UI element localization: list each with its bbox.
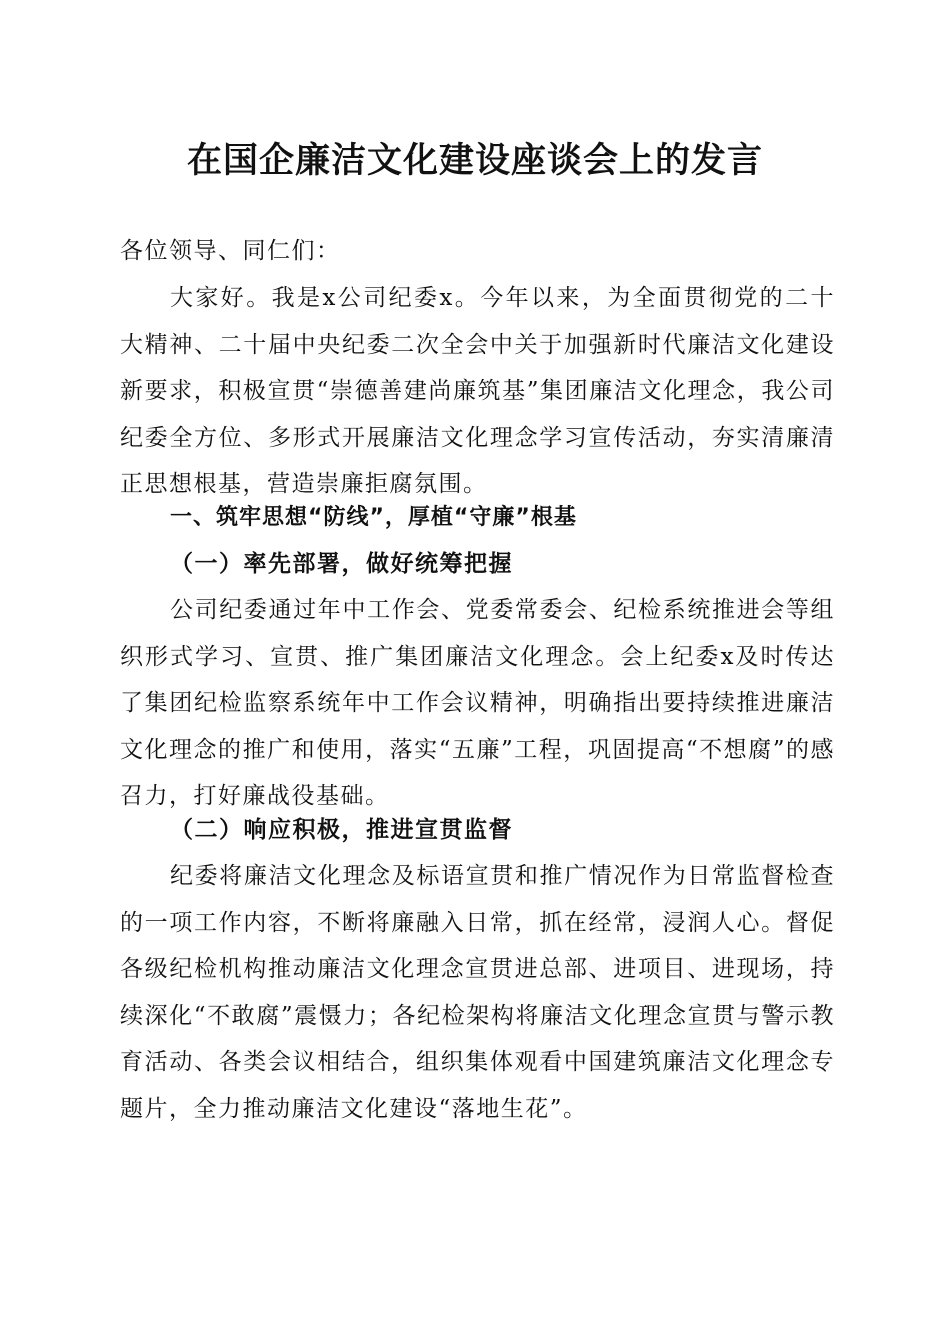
subsection-paragraph-1: 公司纪委通过年中工作会、党委常委会、纪检系统推进会等组织形式学习、宣贯、推广集团廉洁文化理念。会上纪委x及时传达了集团纪检监察系统年中工作会议精神，明确指出要持续推进廉洁文化理念的推广和使用，落实“五廉”工程，巩固提高“不想腐”的感召力，打好廉战役基础。 [120, 597, 835, 809]
document-title: 在国企廉洁文化建设座谈会上的发言 [186, 140, 763, 181]
subsection-heading-1: （一）率先部署，做好统筹把握 [170, 550, 513, 577]
subsection-heading-2: （二）响应积极，推进宣贯监督 [170, 816, 513, 843]
salutation: 各位领导、同仁们： [120, 238, 341, 264]
section-heading: 一、筑牢思想“防线”，厚植“守廉”根基 [170, 505, 577, 530]
subsection-paragraph-2: 纪委将廉洁文化理念及标语宣贯和推广情况作为日常监督检查的一项工作内容，不断将廉融入日常，抓在经常，浸润人心。督促各级纪检机构推动廉洁文化理念宣贯进总部、进项目、进现场，持续深化“不敢腐”震慑力；各纪检架构将廉洁文化理念宣贯与警示教育活动、各类会议相结合，组织集体观看中国建筑廉洁文化理念专题片，全力推动廉洁文化建设“落地生花”。 [120, 863, 835, 1122]
intro-paragraph: 大家好。我是x公司纪委x。今年以来，为全面贯彻党的二十大精神、二十届中央纪委二次全会中关于加强新时代廉洁文化建设新要求，积极宣贯“崇德善建尚廉筑基”集团廉洁文化理念，我公司纪委全方位、多形式开展廉洁文化理念学习宣传活动，夯实清廉清正思想根基，营造崇廉拒腐氛围。 [120, 285, 835, 497]
